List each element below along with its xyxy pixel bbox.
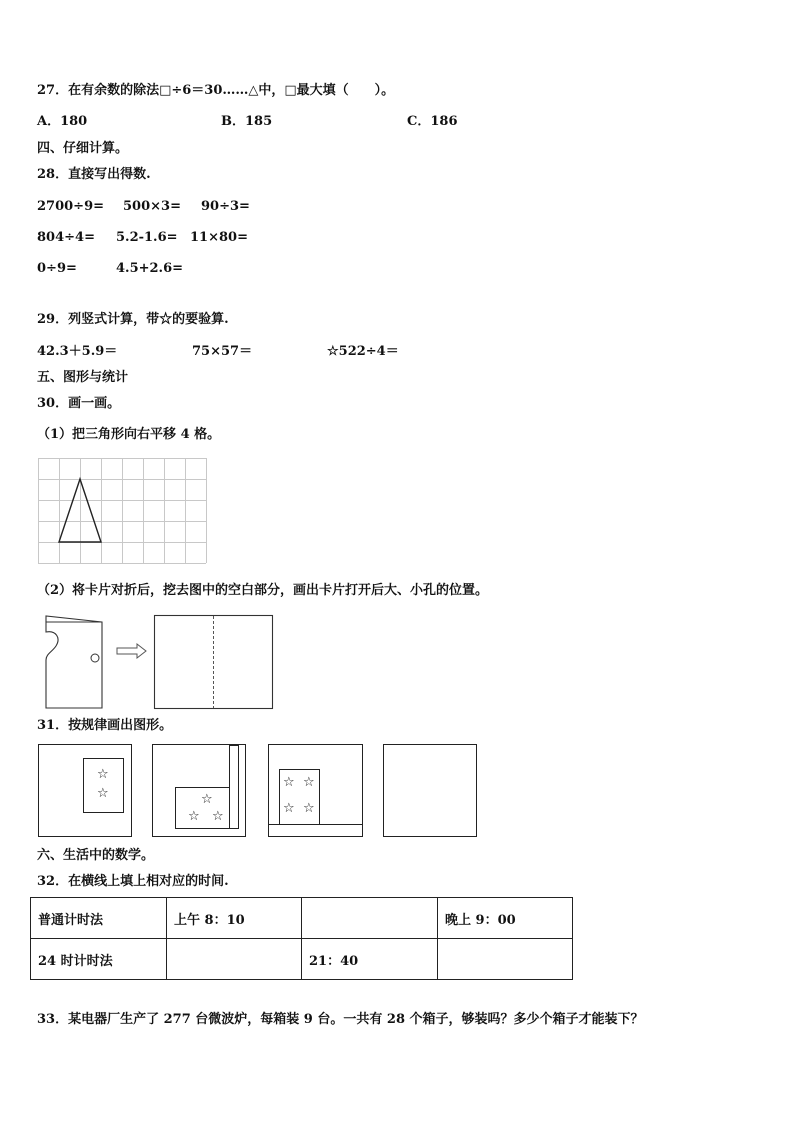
pattern-box-3 (268, 744, 363, 837)
strip-panel (269, 824, 362, 836)
pattern-box-4-blank (383, 744, 477, 837)
q29-item: 42.3＋5.9＝ (37, 344, 118, 359)
q30-part1: （1）把三角形向右平移 4 格。 (37, 427, 221, 442)
q32-stem: 32．在横线上填上相对应的时间. (37, 874, 229, 889)
star-icon: ☆ (201, 792, 213, 807)
q27-stem: 27．在有余数的除法□÷6＝30……△中，□最大填（ ）。 (37, 83, 395, 98)
translation-grid (38, 458, 208, 566)
pattern-box-1 (38, 744, 132, 837)
q30-part2: （2）将卡片对折后，挖去图中的空白部分，画出卡片打开后大、小孔的位置。 (37, 583, 489, 598)
q28-expr: 804÷4= (37, 230, 95, 245)
folded-card-figure (40, 608, 280, 712)
star-icon: ☆ (283, 801, 295, 816)
q33-stem: 33．某电器厂生产了 277 台微波炉，每箱装 9 台。一共有 28 个箱子，够装吗？多少个箱子才能装下？ (37, 1012, 644, 1027)
table-row (31, 939, 573, 980)
q28-stem: 28．直接写出得数. (37, 167, 151, 182)
q28-expr: 2700÷9= (37, 199, 105, 214)
section-5-heading: 五、图形与统计 (37, 370, 129, 385)
q28-expr: 5.2-1.6= (116, 230, 178, 245)
star-icon: ☆ (97, 767, 109, 782)
table-cell: 普通计时法 (31, 898, 167, 939)
q28-expr: 90÷3= (201, 199, 250, 214)
strip-panel (229, 745, 239, 829)
q29-item: ☆522÷4＝ (327, 344, 399, 359)
star-icon: ☆ (303, 775, 315, 790)
q27-option-c: C．186 (407, 114, 458, 129)
q28-expr: 500×3= (123, 199, 181, 214)
star-icon: ☆ (283, 775, 295, 790)
section-6-heading: 六、生活中的数学。 (37, 848, 155, 863)
q27-option-b: B．185 (221, 114, 273, 129)
pattern-box-2 (152, 744, 246, 837)
answer-cell[interactable] (167, 939, 302, 980)
table-row (31, 898, 573, 939)
star-icon: ☆ (188, 809, 200, 824)
q27-option-a: A．180 (37, 114, 88, 129)
q30-stem: 30．画一画。 (37, 396, 121, 411)
table-cell: 晚上 9：00 (438, 898, 573, 939)
star-icon: ☆ (303, 801, 315, 816)
star-icon: ☆ (212, 809, 224, 824)
q31-stem: 31．按规律画出图形。 (37, 718, 173, 733)
answer-cell[interactable] (302, 898, 438, 939)
q29-item: 75×57＝ (192, 344, 253, 359)
right-arrow-icon (117, 644, 146, 658)
star-icon: ☆ (97, 786, 109, 801)
table-cell: 上午 8：10 (167, 898, 302, 939)
table-cell: 24 时计时法 (31, 939, 167, 980)
q29-stem: 29．列竖式计算，带☆的要验算. (37, 312, 229, 327)
q28-expr: 11×80= (190, 230, 248, 245)
section-4-heading: 四、仔细计算。 (37, 141, 129, 156)
time-table (30, 897, 573, 980)
q28-expr: 0÷9= (37, 261, 77, 276)
table-cell: 21：40 (302, 939, 438, 980)
answer-cell[interactable] (438, 939, 573, 980)
q28-expr: 4.5+2.6= (116, 261, 184, 276)
